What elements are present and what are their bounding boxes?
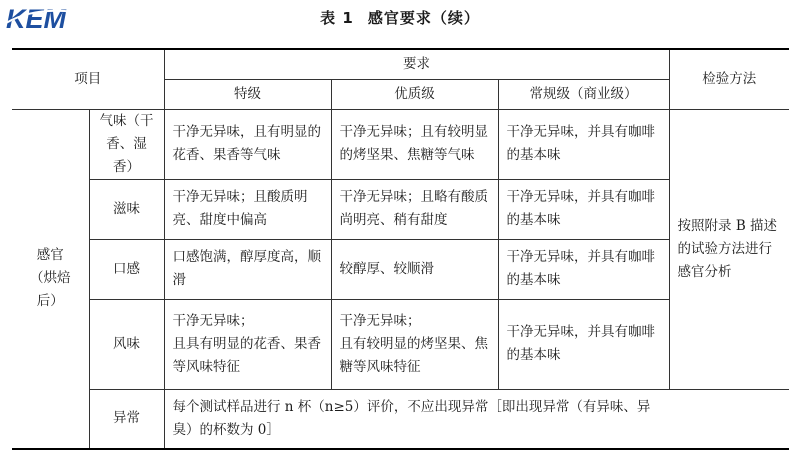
- header-grade-premium: 优质级: [331, 79, 498, 109]
- row-name-mouthfeel: 口感: [89, 239, 164, 299]
- taste-regular: 干净无异味，并具有咖啡的基本味: [498, 179, 669, 239]
- header-grade-special: 特级: [164, 79, 331, 109]
- header-item: 项目: [12, 49, 164, 109]
- flavor-special-line2: 且具有明显的花香、果香等风味特征: [172, 335, 321, 375]
- table-title: 感官要求（续）: [367, 9, 480, 27]
- header-grade-regular: 常规级（商业级）: [498, 79, 669, 109]
- table-caption: [0, 7, 800, 28]
- method-cell: 按照附录 B 描述的试验方法进行感官分析: [669, 109, 789, 389]
- flavor-regular: 干净无异味，并具有咖啡的基本味: [498, 299, 669, 389]
- row-name-flavor: 风味: [89, 299, 164, 389]
- table-row-aroma: [12, 109, 789, 179]
- flavor-special-line1: 干净无异味；: [172, 312, 254, 329]
- mouthfeel-premium: 较醇厚、较顺滑: [331, 239, 498, 299]
- row-name-abnormal: 异常: [89, 389, 164, 449]
- table-number: 表 1: [320, 9, 354, 27]
- abnormal-text: 每个测试样品进行 n 杯（n≥5）评价，不应出现异常［即出现异常（有异味、异臭）的杯数为 0］: [164, 389, 669, 449]
- taste-special: 干净无异味；且酸质明亮、甜度中偏高: [164, 179, 331, 239]
- sensory-requirements-table: [12, 48, 789, 450]
- mouthfeel-regular: 干净无异味，并具有咖啡的基本味: [498, 239, 669, 299]
- table-row-abnormal: [12, 389, 789, 449]
- flavor-premium-line2: 且有较明显的烤坚果、焦糖等风味特征: [339, 335, 488, 375]
- taste-premium: 干净无异味；且略有酸质尚明亮、稍有甜度: [331, 179, 498, 239]
- logo-text: KEM: [6, 4, 66, 33]
- header-method: 检验方法: [669, 49, 789, 109]
- flavor-special: [164, 299, 331, 389]
- flavor-premium: [331, 299, 498, 389]
- aroma-premium: 干净无异味；且有较明显的烤坚果、焦糖等气味: [331, 109, 498, 179]
- row-name-taste: 滋味: [89, 179, 164, 239]
- row-name-aroma-line1: 气味（干: [99, 112, 154, 129]
- aroma-special: 干净无异味，且有明显的花香、果香等气味: [164, 109, 331, 179]
- mouthfeel-special: 口感饱满，醇厚度高，顺滑: [164, 239, 331, 299]
- row-name-aroma: [89, 109, 164, 179]
- header-row-1: [12, 49, 789, 79]
- header-requirements: 要求: [164, 49, 669, 79]
- category-line1: 感官: [36, 247, 64, 264]
- category-line2: （烘焙后）: [30, 270, 71, 310]
- flavor-premium-line1: 干净无异味；: [339, 312, 421, 329]
- aroma-regular: 干净无异味，并具有咖啡的基本味: [498, 109, 669, 179]
- category-cell: [12, 109, 89, 449]
- row-name-aroma-line2: 香、湿香）: [106, 135, 147, 175]
